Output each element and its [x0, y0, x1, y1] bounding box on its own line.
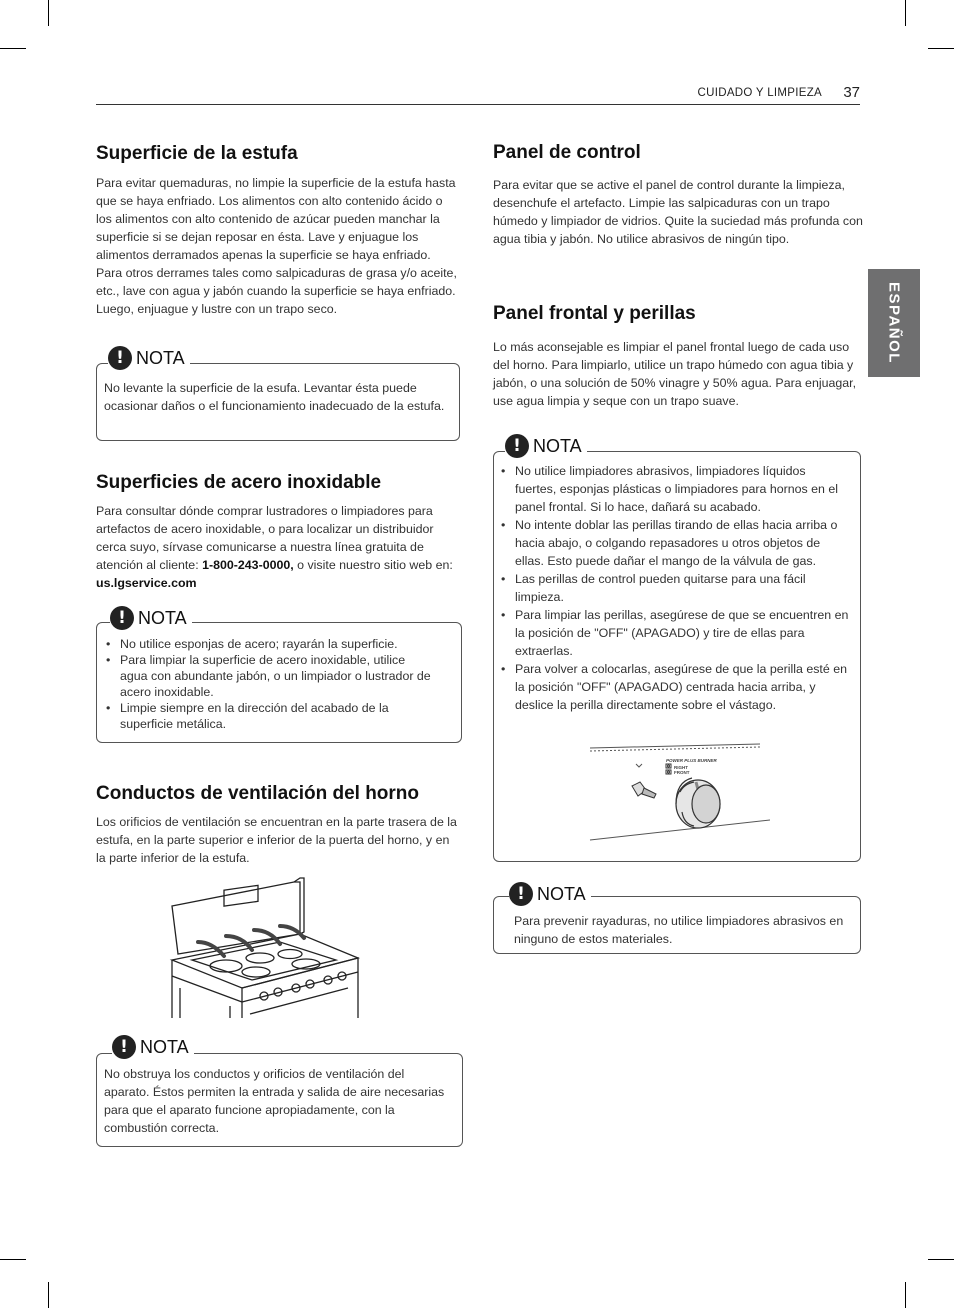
crop-mark — [928, 1259, 954, 1260]
crop-mark — [0, 1259, 26, 1260]
website-link[interactable]: us.lgservice.com — [96, 576, 197, 590]
crop-mark — [928, 48, 954, 49]
note-list-item: • No intente doblar las perillas tirando de ellas hacia arriba o hacia abajo, o colgando repasadores u otros objetos de ellas. Esto puede dañar el mango de la válvula de gas. — [501, 516, 850, 570]
note-heading — [112, 1035, 194, 1059]
note-list-item: • Para volver a colocarlas, asegúrese de que la perilla esté en la posición "OFF" (APAGADO) centrada hacia arriba, y deslice la perilla directamente sobre el vástago. — [501, 660, 850, 714]
crop-mark — [905, 0, 906, 26]
panel-label-burner: POWER PLUS BURNER — [666, 758, 717, 763]
note-list-item: • No utilice limpiadores abrasivos, limpiadores líquidos fuertes, esponjas plásticas o limpiadores para hornos en el panel frontal. Si lo hace, dañará su acabado. — [501, 462, 850, 516]
page-number: 37 — [843, 84, 860, 101]
header-rule — [96, 104, 860, 105]
front-panel-body: Lo más aconsejable es limpiar el panel frontal luego de cada uso del horno. Para limpiarlo, utilice un trapo húmedo con agua tibia y jabón, o una solución de 50% vinagre y 50% agua. Para enjuagar, use agua limpia y seque con un trapo suave. — [493, 340, 857, 408]
note-text: No obstruya los conductos y orificios de ventilación del aparato. Éstos permiten la entrada y salida de aire necesarias para que el aparato funcione apropiadamente, con la combustión correcta. — [104, 1067, 445, 1135]
panel-label-right: RIGHT — [674, 765, 688, 770]
note-list-item: • No utilice esponjas de acero; rayarán la superficie. — [106, 636, 436, 652]
note-box-final — [493, 883, 861, 954]
note-label: NOTA — [136, 347, 185, 368]
crop-mark — [48, 0, 49, 26]
front-panel-title: Panel frontal y perillas — [493, 303, 696, 324]
note-list — [501, 462, 850, 714]
note-label: NOTA — [537, 883, 586, 904]
crop-mark — [48, 1282, 49, 1308]
vents-body: Los orificios de ventilación se encuentran en la parte trasera de la estufa, en la parte superior e inferior de la puerta del horno, y en la parte inferior de la estufa. — [96, 815, 457, 865]
crop-mark — [0, 48, 26, 49]
note-box-vents — [96, 1036, 463, 1147]
exclamation-icon: ! — [112, 1035, 136, 1059]
note-box-stovetop — [96, 347, 460, 441]
note-list-item: • Para limpiar la superficie de acero inoxidable, utilice agua con abundante jabón, o un limpiador o lustrador de acero inoxidable. — [106, 652, 436, 700]
note-label: NOTA — [533, 435, 582, 456]
note-text: Para prevenir rayaduras, no utilice limpiadores abrasivos en ninguno de estos materiales. — [514, 914, 844, 946]
steel-body: Para consultar dónde comprar lustradores o limpiadores para artefactos de acero inoxidable, o para localizar un distribuidor cerca suyo, sírvase comunicarse a nuestra línea gratuita de atención al cliente: 1-800-243-0000, o visite nuestro sitio web en: us.lgservice.com — [96, 504, 453, 590]
vents-title: Conductos de ventilación del horno — [96, 783, 420, 804]
note-heading — [110, 606, 192, 630]
crop-mark — [905, 1282, 906, 1308]
note-text: No levante la superficie de la esufa. Levantar ésta puede ocasionar daños o el funcionamiento inadecuado de la estufa. — [104, 381, 445, 413]
stovetop-title: Superficie de la estufa — [96, 143, 298, 164]
note-heading — [509, 882, 591, 906]
note-label: NOTA — [140, 1036, 189, 1057]
knob-illustration — [588, 742, 770, 842]
range-illustration — [168, 876, 364, 1018]
steel-title: Superficies de acero inoxidable — [96, 472, 382, 493]
exclamation-icon: ! — [110, 606, 134, 630]
control-panel-body: Para evitar que se active el panel de control durante la limpieza, desenchufe el artefacto. Limpie las salpicaduras con un trapo húmedo y limpiador de vidrios. Quite la suciedad más profunda con agua tibia y jabón. No utilice abrasivos de ningún tipo. — [493, 178, 863, 246]
stovetop-body: Para evitar quemaduras, no limpie la superficie de la estufa hasta que se haya enfriado. Los alimentos con alto contenido ácido o los alimentos con alto contenido de azúcar pueden manchar la superficie si se dejan reposar en ésta. Lave y enjuague los alimentos derramados apenas la superficie se haya enfriado. Para otros derrames tales como salpicaduras de grasa y/o aceite, etc., lave con agua y jabón cuando la superficie se haya enfriado. Luego, enjuague y lustre con un trapo seco. — [96, 176, 457, 316]
note-list — [106, 636, 436, 732]
section-header: CUIDADO Y LIMPIEZA — [697, 87, 822, 99]
note-heading — [108, 346, 190, 370]
note-list-item: • Limpie siempre en la dirección del acabado de la superficie metálica. — [106, 700, 436, 732]
note-list-item: • Las perillas de control pueden quitarse para una fácil limpieza. — [501, 570, 850, 606]
note-box-steel — [96, 607, 462, 743]
language-tab-label: ESPAÑOL — [885, 282, 903, 364]
control-panel-title: Panel de control — [493, 142, 641, 163]
note-box-front — [493, 435, 861, 862]
note-heading — [505, 434, 587, 458]
exclamation-icon: ! — [505, 434, 529, 458]
note-list-item: • Para limpiar las perillas, asegúrese de que se encuentren en la posición de "OFF" (APAGADO) y tire de ellas para extraerlas. — [501, 606, 850, 660]
note-label: NOTA — [138, 607, 187, 628]
exclamation-icon: ! — [509, 882, 533, 906]
panel-label-front: FRONT — [674, 770, 690, 775]
phone-number: 1-800-243-0000, — [202, 558, 294, 572]
exclamation-icon: ! — [108, 346, 132, 370]
language-tab[interactable] — [868, 269, 920, 377]
